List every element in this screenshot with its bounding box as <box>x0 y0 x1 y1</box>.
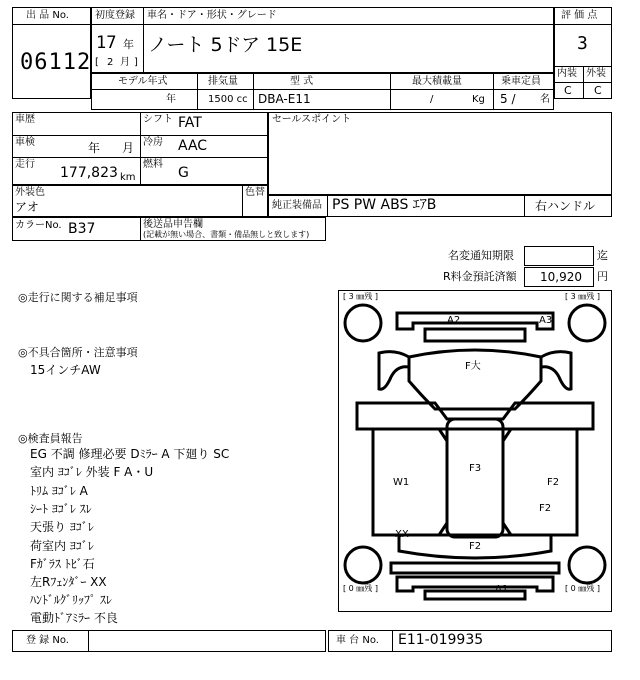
chassis-number: E11-019935 <box>398 632 484 648</box>
inspector-line: ｼｰﾄ ﾖｺﾞﾚ ｽﾚ <box>30 502 92 516</box>
capacity: 5 / <box>500 92 516 106</box>
roof <box>447 419 503 537</box>
ac-label: 冷房 <box>143 137 163 148</box>
grille <box>425 329 525 341</box>
inspector-line: EG 不調 修理必要 Dﾐﾗｰ A 下廻り SC <box>30 447 230 461</box>
inspector-line: 荷室内 ﾖｺﾞﾚ <box>30 539 94 553</box>
post-report-label: 後送品申告欄 <box>143 219 203 230</box>
max-load-label: 最大積載量 <box>412 76 462 87</box>
mark-xx: XX <box>395 529 409 540</box>
mark-f3: F3 <box>469 463 482 474</box>
mark-f2-right-upper: F2 <box>547 477 560 488</box>
fuel-value: G <box>178 165 189 181</box>
right-doors <box>503 429 577 535</box>
reg-year-unit: 年 <box>123 38 134 51</box>
ac-value: AAC <box>178 138 208 154</box>
capacity-label: 乗車定員 <box>501 76 541 87</box>
mark-f-large: F大 <box>465 361 481 372</box>
repaint-label: 色替 <box>245 187 265 198</box>
post-report-note: (記載が無い場合、書類・備品無しと致します) <box>143 230 310 239</box>
history-label: 車歴 <box>15 114 35 125</box>
inspection-year-unit: 年 <box>88 141 101 155</box>
damage-diagram <box>338 290 612 612</box>
name-change-unit: 迄 <box>597 249 608 262</box>
defects-title: ◎不具合箇所・注意事項 <box>18 346 138 359</box>
tire-front-left <box>345 305 381 341</box>
tire-front-left-depth: [ 3 ㎜残 ] <box>343 292 378 301</box>
score-value: 3 <box>577 33 588 54</box>
reg-month-unit: 月 <box>120 57 130 68</box>
car-outline-svg <box>339 291 611 611</box>
inspector-line: ﾊﾝﾄﾞﾙｸﾞﾘｯﾌﾟ ｽﾚ <box>30 593 112 607</box>
chassis-label: 車 台 No. <box>336 635 379 646</box>
recycle-amount: 10,920 <box>540 270 582 284</box>
reg-no-label: 登 録 No. <box>26 635 69 646</box>
defect-line: 15インチAW <box>30 363 101 377</box>
sales-point-label: セールスポイント <box>272 114 352 125</box>
mark-a3: A3 <box>539 315 553 326</box>
mileage-value: 177,823 <box>60 165 118 181</box>
name-change-field <box>524 246 594 266</box>
model-name: ノート 5ドア 15E <box>148 34 303 56</box>
rear-panel <box>425 591 525 599</box>
tire-rear-right-depth: [ 0 ㎜残 ] <box>565 584 600 593</box>
interior-grade: C <box>564 84 572 97</box>
inspector-line: 室内 ﾖｺﾞﾚ 外装 F A・U <box>30 465 154 479</box>
driving-title: ◎走行に関する補足事項 <box>18 291 138 304</box>
windshield-line <box>357 403 593 429</box>
auction-sheet: 出 品 No. 06112 初度登録 車名・ドア・形状・グレード 17 年 [ 2 月 ] ノート 5ドア 15E 評 価 点 3 内装 外装 C C モデル年式 排気量 型 式 最大積載量 乗車定員 年 1500 cc DBA-E11 / Kg 5 / 名 車歴 シフト FAT 車検 年 月 冷房 AAC 走行 177,823 km 燃料 G セールスポイント 外装色 アオ 色替 純正装備品 PS PW ABS ｴｱB 右ハンドル カラーNo. B37 後送品申告欄 (記載が無い場合、書類・備品無しと致します) 名変通知期限 迄 R料金預託済額 10,920 円 ◎走行に関する補足事項 ◎不具合箇所・注意事項 15インチAW ◎検査員報告 EG 不調 修理必要 Dﾐﾗｰ A 下廻り SC 室内 ﾖｺﾞﾚ 外装 F A・U ﾄﾘﾑ ﾖｺﾞﾚ A ｼｰﾄ ﾖｺﾞﾚ ｽﾚ 天張り ﾖｺﾞﾚ 荷室内 ﾖｺﾞﾚ Fｶﾞﾗｽ ﾄﾋﾞ石 左Rﾌｪﾝﾀﾞｰ XX ﾊﾝﾄﾞﾙｸﾞﾘｯﾌﾟ ｽﾚ 電動ﾄﾞｱﾐﾗｰ 不良 [ 3 ㎜残 ] [ 3 ㎜残 ] [ 0 ㎜残 ] [ 0 ㎜残 ] A2 A3 F大 F3 W1 F2 F2 XX F2 A1 登 録 No. 車 台 No. E11-019935 <box>0 0 640 680</box>
model-year-unit: 年 <box>166 94 176 105</box>
recycle-unit: 円 <box>597 270 608 283</box>
equipment-label: 純正装備品 <box>272 200 322 211</box>
capacity-unit: 名 <box>540 94 550 105</box>
mark-f2-rear: F2 <box>469 541 482 552</box>
front-right-fender <box>541 352 571 390</box>
exterior-grade: C <box>594 84 602 97</box>
max-load-sep: / <box>430 94 434 105</box>
mileage-unit: km <box>120 172 136 183</box>
inspection-month-unit: 月 <box>122 141 135 155</box>
mark-w1: W1 <box>393 477 410 488</box>
displacement-label: 排気量 <box>208 76 238 87</box>
lot-label: 出 品 No. <box>26 10 69 21</box>
tire-rear-left <box>345 547 381 583</box>
mileage-label: 走行 <box>15 159 35 170</box>
inspection-label: 車検 <box>15 137 35 148</box>
tire-front-right <box>569 305 605 341</box>
ext-color-box <box>12 185 268 217</box>
front-bumper <box>397 313 553 329</box>
model-year-label: モデル年式 <box>118 76 168 87</box>
color-no-label: カラーNo. <box>15 220 62 231</box>
type-label: 型 式 <box>290 76 314 87</box>
score-label: 評 価 点 <box>561 10 598 21</box>
tire-front-right-depth: [ 3 ㎜残 ] <box>565 292 600 301</box>
inspector-line: ﾄﾘﾑ ﾖｺﾞﾚ A <box>30 484 88 498</box>
type-value: DBA-E11 <box>258 92 311 106</box>
mark-f2-right-lower: F2 <box>539 503 552 514</box>
left-doors <box>373 429 447 535</box>
displacement: 1500 cc <box>208 94 248 105</box>
ext-color-value: アオ <box>15 200 39 214</box>
shift-value: FAT <box>178 115 202 131</box>
reg-year: 17 <box>96 33 117 53</box>
equipment-value: PS PW ABS ｴｱB <box>332 197 437 213</box>
inspector-title: ◎検査員報告 <box>18 432 83 445</box>
max-load-unit: Kg <box>472 94 485 105</box>
inspector-line: Fｶﾞﾗｽ ﾄﾋﾞ石 <box>30 557 95 571</box>
recycle-label: R料金預託済額 <box>443 270 517 283</box>
shift-label: シフト <box>143 114 173 125</box>
model-label: 車名・ドア・形状・グレード <box>147 10 277 21</box>
hood <box>409 350 541 409</box>
first-reg-label: 初度登録 <box>95 10 135 21</box>
tire-rear-right <box>569 547 605 583</box>
color-no-value: B37 <box>68 221 96 237</box>
mark-a1: A1 <box>495 584 509 595</box>
tire-rear-left-depth: [ 0 ㎜残 ] <box>343 584 378 593</box>
rear-glass <box>391 563 559 573</box>
steering-value: 右ハンドル <box>535 199 596 213</box>
exterior-label: 外装 <box>586 68 606 79</box>
mark-a2: A2 <box>447 315 461 326</box>
inspector-line: 電動ﾄﾞｱﾐﾗｰ 不良 <box>30 611 118 625</box>
fuel-label: 燃料 <box>143 159 163 170</box>
inspector-line: 左Rﾌｪﾝﾀﾞｰ XX <box>30 575 107 589</box>
rear-bumper <box>397 577 553 591</box>
interior-label: 内装 <box>557 68 577 79</box>
name-change-label: 名変通知期限 <box>448 249 514 262</box>
reg-month: 2 <box>107 57 114 68</box>
ext-color-label: 外装色 <box>15 187 45 198</box>
lot-number: 06112 <box>20 50 92 75</box>
inspector-line: 天張り ﾖｺﾞﾚ <box>30 520 94 534</box>
front-left-fender <box>379 352 409 390</box>
